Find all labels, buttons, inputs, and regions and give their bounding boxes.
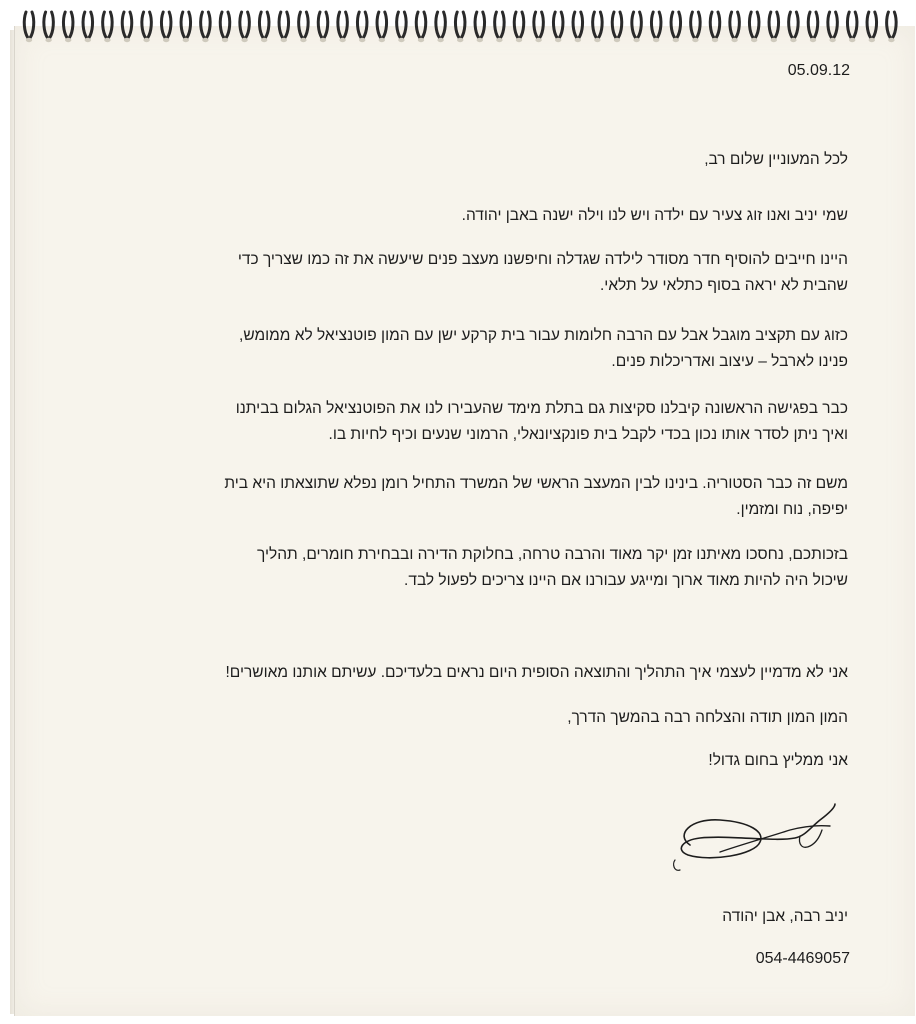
spiral-ring [201,12,210,42]
spiral-ring [436,12,445,42]
spiral-ring [83,12,92,42]
spiral-ring [475,12,484,42]
spiral-ring [730,12,739,42]
paragraph-9: אני ממליץ בחום גדול! [708,752,848,769]
paragraph-2-line-1: היינו חייבים להוסיף חדר מסודר לילדה שגדלה וחיפשנו מעצב פנים שיעשה את זה כמו שצריך כדי [237,251,848,268]
spiral-ring [103,12,112,42]
spiral-ring [44,12,53,42]
paragraph-3-line-1: כזוג עם תקציב מוגבל אבל עם הרבה חלומות עבור בית קרקע ישן עם המון פוטנציאל לא ממומש, [239,327,848,344]
paragraph-5-line-2: יפיפה, נוח ומזמין. [736,501,848,518]
letter-date: 05.09.12 [787,62,850,79]
spiral-ring [769,12,778,42]
spiral-ring [671,12,680,42]
spiral-ring [455,12,464,42]
spiral-ring [651,12,660,42]
spiral-ring [749,12,758,42]
spiral-ring [789,12,798,42]
paragraph-6-line-2: שיכול היה להיות מאוד ארוך ומייגע עבורנו אם היינו צריכים לפעול לבד. [404,572,848,589]
spiral-ring [259,12,268,42]
spiral-ring [122,12,131,42]
spiral-ring [318,12,327,42]
spiral-ring [161,12,170,42]
spiral-ring [553,12,562,42]
spiral-ring [612,12,621,42]
spiral-ring [24,12,33,42]
spiral-ring [338,12,347,42]
paragraph-6-line-1: בזכותכם, נחסכו מאיתנו זמן יקר מאוד והרבה טרחה, בחלוקת הדירה ובבחירת חומרים, תהליך [256,546,848,563]
paragraph-4-line-2: ואיך ניתן לסדר אותו נכון בכדי לקבל בית פונקציונאלי, הרמוני שנעים וכיף לחיות בו. [328,426,848,443]
handwritten-signature [670,800,840,880]
spiral-ring [847,12,856,42]
spiral-ring [63,12,72,42]
spiral-ring [240,12,249,42]
spiral-ring [534,12,543,42]
spiral-binding [0,0,916,48]
spiral-ring [514,12,523,42]
signature-phone: 054-4469057 [755,950,850,967]
paragraph-1: שמי יניב ואנו זוג צעיר עם ילדה ויש לנו וילה ישנה באבן יהודה. [461,207,848,224]
spiral-ring [181,12,190,42]
spiral-rings [20,8,910,48]
spiral-ring [397,12,406,42]
paragraph-8: המון המון תודה והצלחה רבה בהמשך הדרך, [567,709,848,726]
greeting: לכל המעוניין שלום רב, [704,151,848,168]
signature-name: יניב רבה, אבן יהודה [722,908,848,925]
spiral-ring [495,12,504,42]
spiral-ring [416,12,425,42]
spiral-ring [377,12,386,42]
spiral-ring [279,12,288,42]
spiral-ring [142,12,151,42]
spiral-ring [808,12,817,42]
spiral-ring [887,12,896,42]
spiral-ring [710,12,719,42]
paragraph-5-line-1: משם זה כבר הסטוריה. בינינו לבין המעצב הראשי של המשרד התחיל רומן נפלא שתוצאתו היא בית [224,475,848,492]
paragraph-2-line-2: שהבית לא יראה בסוף כתלאי על תלאי. [599,277,848,294]
spiral-ring [357,12,366,42]
spiral-ring [867,12,876,42]
spiral-ring [220,12,229,42]
spiral-ring [632,12,641,42]
paragraph-4-line-1: כבר בפגישה הראשונה קיבלנו סקיצות גם בתלת מימד שהעבירו לנו את הפוטנציאל הגלום בביתנו [235,400,848,417]
paragraph-3-line-2: פנינו לארבל – עיצוב ואדריכלות פנים. [611,353,848,370]
spiral-ring [691,12,700,42]
spiral-ring [573,12,582,42]
spiral-ring [299,12,308,42]
spiral-ring [593,12,602,42]
spiral-ring [828,12,837,42]
paragraph-7: אני לא מדמיין לעצמי איך התהליך והתוצאה הסופית היום נראים בלעדיכם. עשיתם אותנו מאושרים! [225,664,848,681]
